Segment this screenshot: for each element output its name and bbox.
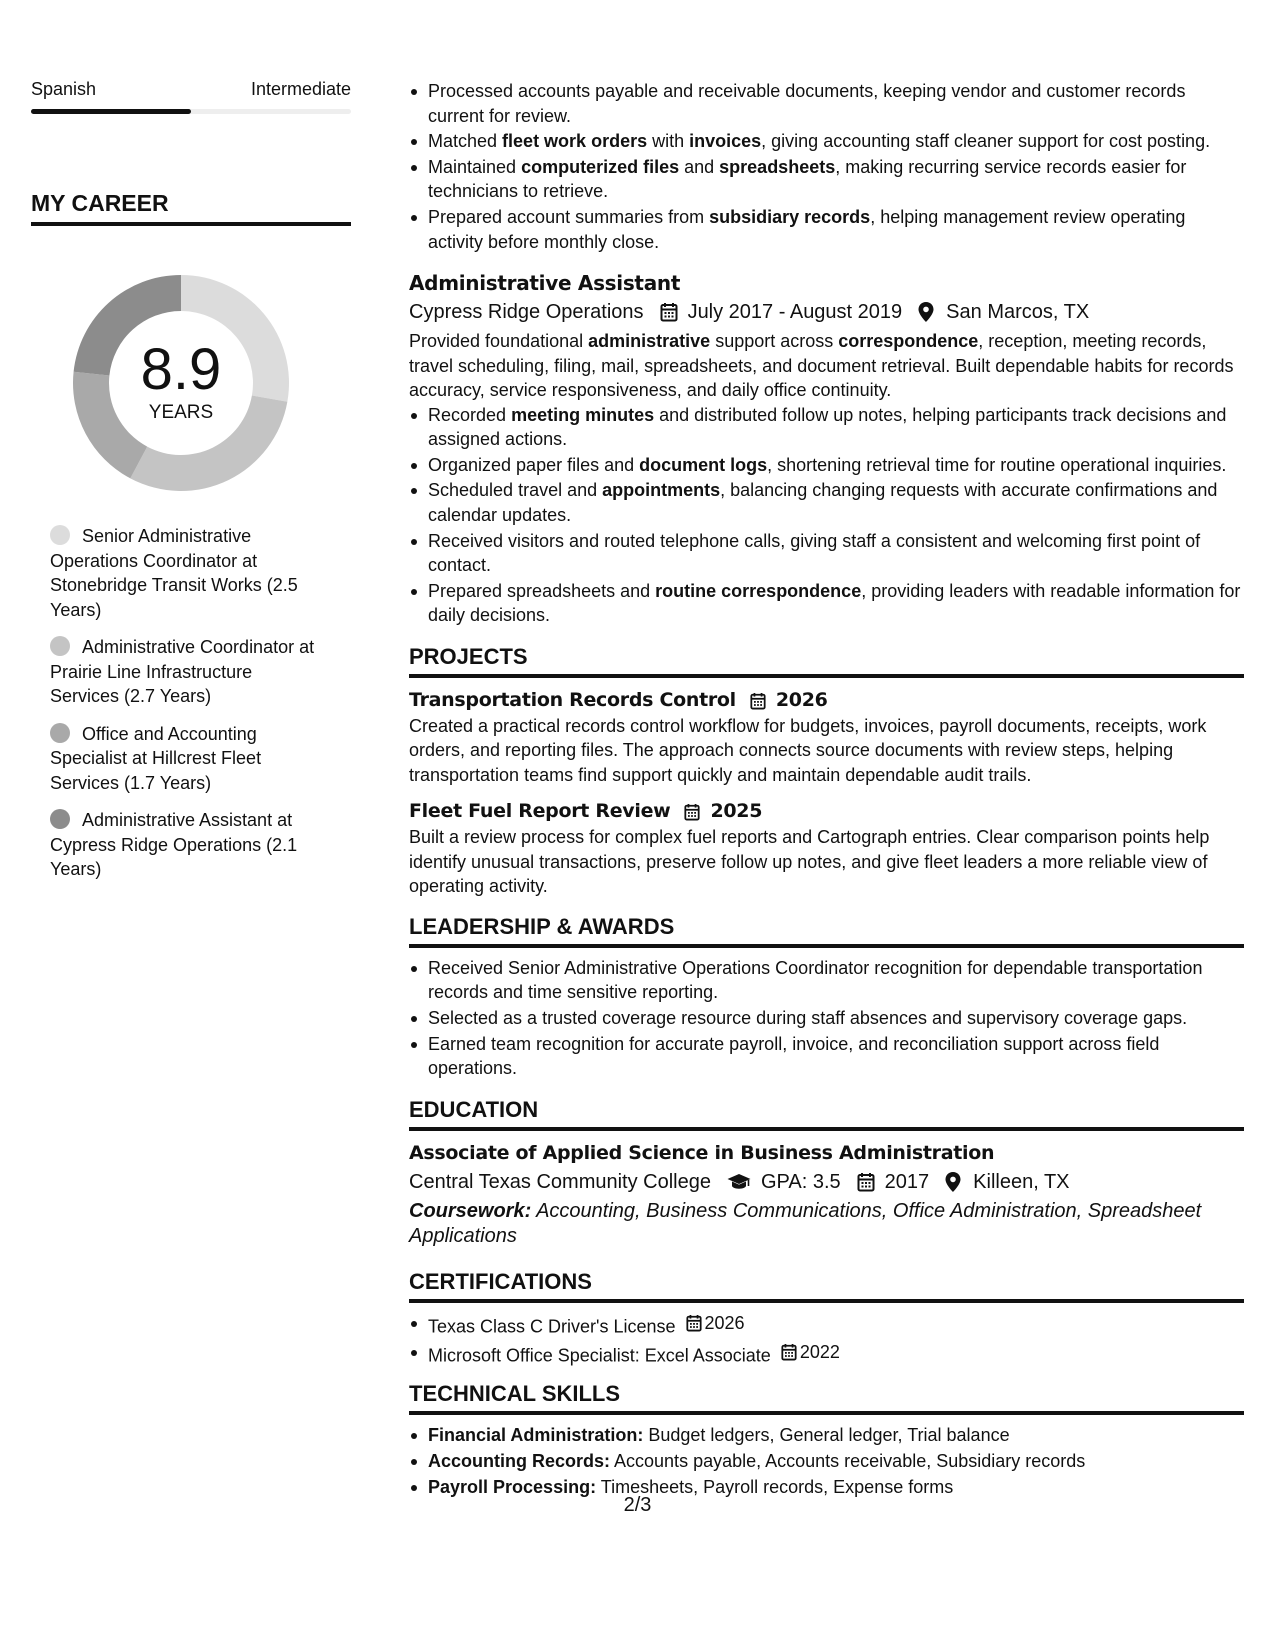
skill-category: Accounting Records: [428, 1451, 611, 1472]
certification-date [686, 1311, 745, 1336]
career-heading: MY CAREER [31, 188, 351, 226]
legend-label: Senior Administrative Operations Coordinator at Stonebridge Transit Works (2.5 Years) [50, 526, 298, 620]
calendar-icon [686, 1314, 702, 1332]
bullet-run: Maintained [428, 156, 522, 177]
summary-run: Provided foundational [409, 331, 589, 352]
project-year: 2026 [775, 688, 828, 711]
bullet-run: invoices [689, 131, 762, 152]
career-legend-item [50, 635, 320, 709]
education-location: Killeen, TX [973, 1170, 1070, 1193]
legend-label: Office and Accounting Specialist at Hillcrest Fleet Services (1.7 Years) [50, 723, 262, 793]
summary-run: , reception, meeting records, travel scheduling, filing, mail, spreadsheets, and document retrieval. Built dependable habits for records accuracy, service responsiveness, and daily office continuity. [409, 331, 1234, 401]
donut-center [66, 268, 296, 498]
location-pin-icon [945, 1172, 963, 1192]
bullet-run: Matched [428, 131, 503, 152]
project-title [409, 686, 1244, 714]
summary-run: administrative [588, 331, 711, 352]
bullet-run: Prepared spreadsheets and [428, 580, 656, 601]
certifications-list [409, 1311, 1244, 1368]
leadership-list [409, 956, 1244, 1081]
language-row [31, 78, 351, 100]
bullet-run: and [679, 156, 720, 177]
bullet-item [409, 453, 1244, 478]
calendar-icon [660, 302, 678, 322]
language-proficiency-fill [31, 109, 191, 114]
bullet-run: , giving accounting staff cleaner support for cost posting. [761, 131, 1211, 152]
legend-dot [50, 636, 70, 656]
bullet-run: fleet work orders [502, 131, 648, 152]
project-description: Built a review process for complex fuel reports and Cartograph entries. Clear comparison points help identify unusual transactions, preserve follow up notes, and give fleet leaders a more reliable view of operating activity. [409, 827, 1210, 897]
job-company: Cypress Ridge Operations [409, 301, 644, 324]
skills-heading: TECHNICAL SKILLS [409, 1380, 1244, 1415]
career-legend-item [50, 722, 320, 796]
language-name: Spanish [31, 79, 97, 99]
location-pin-icon [918, 302, 936, 322]
education-school: Central Texas Community College [409, 1170, 711, 1193]
bullet-run: , shortening retrieval time for routine operational inquiries. [767, 454, 1227, 475]
coursework-list: Accounting, Business Communications, Office Administration, Spreadsheet Applications [409, 1199, 1202, 1247]
bullet-run: Scheduled travel and [428, 480, 603, 501]
bullet-run: subsidiary records [709, 207, 871, 228]
legend-dot [50, 809, 70, 829]
skill-item [409, 1449, 1244, 1474]
bullet-item [409, 129, 1244, 154]
legend-label: Administrative Coordinator at Prairie Line Infrastructure Services (2.7 Years) [50, 637, 315, 706]
bullet-item [409, 403, 1244, 452]
project-description: Created a practical records control workflow for budgets, invoices, payroll documents, receipts, work orders, and reporting files. The approach connects source documents with review steps, helping transportation teams find support quickly and maintain dependable audit trails. [409, 715, 1207, 785]
career-legend-item [50, 808, 320, 882]
certification-year: 2026 [704, 1312, 745, 1333]
bullet-item [409, 205, 1244, 254]
skill-values: Timesheets, Payroll records, Expense forms [596, 1476, 954, 1497]
bullet-run: document logs [639, 454, 768, 475]
legend-label: Administrative Assistant at Cypress Ridge Operations (2.1 Years) [50, 810, 298, 879]
leadership-item: Selected as a trusted coverage resource during staff absences and supervisory coverage gaps. [409, 1006, 1244, 1031]
certification-year: 2022 [799, 1341, 840, 1362]
career-legend-item [50, 524, 320, 622]
summary-run: correspondence [838, 331, 979, 352]
bullet-run: Processed accounts payable and receivable documents, keeping vendor and customer records current for review. [428, 81, 1186, 126]
bullet-run: Organized paper files and [428, 454, 640, 475]
calendar-icon [684, 801, 702, 821]
bullet-run: computerized files [521, 156, 680, 177]
project-year: 2025 [710, 800, 763, 823]
calendar-icon [750, 690, 768, 710]
bullet-run: meeting minutes [511, 404, 655, 425]
leadership-heading: LEADERSHIP & AWARDS [409, 913, 1244, 948]
certification-name: Microsoft Office Specialist: Excel Associate [428, 1344, 771, 1365]
career-total-unit: YEARS [148, 402, 214, 423]
job-summary [409, 329, 1244, 403]
main-content [409, 79, 1244, 1500]
bullet-run: and distributed follow up notes, helping participants track decisions and assigned actions. [428, 404, 1227, 450]
bullet-run: Prepared account summaries from [428, 207, 710, 228]
job-dates: July 2017 - August 2019 [687, 301, 903, 324]
bullet-run: Received visitors and routed telephone calls, giving staff a consistent and welcoming first point of contact. [428, 530, 1201, 576]
graduation-cap-icon [727, 1172, 751, 1192]
bullet-run: , helping management review operating activity before monthly close. [428, 207, 1186, 252]
job-title: Administrative Assistant [409, 271, 681, 296]
coursework-label: Coursework: [409, 1199, 532, 1222]
education-year: 2017 [884, 1170, 930, 1193]
certification-name: Texas Class C Driver's License [428, 1315, 676, 1336]
project-name: Fleet Fuel Report Review [409, 800, 671, 823]
bullet-run: Recorded [428, 404, 512, 425]
education-heading: EDUCATION [409, 1096, 1244, 1131]
language-proficiency-bar [31, 109, 351, 114]
skill-values: Accounts payable, Accounts receivable, Subsidiary records [610, 1451, 1086, 1472]
job-location: San Marcos, TX [946, 301, 1090, 324]
bullet-run: , balancing changing requests with accurate confirmations and calendar updates. [428, 480, 1218, 525]
legend-dot [50, 723, 70, 743]
bullet-run: appointments [602, 480, 721, 501]
bullet-run: with [647, 131, 690, 152]
project-title [409, 797, 1244, 825]
leadership-item: Received Senior Administrative Operations Coordinator recognition for dependable transportation records and time sensitive reporting. [409, 956, 1244, 1005]
certification-item [409, 1311, 1244, 1339]
certification-item [409, 1340, 1244, 1368]
career-legend [31, 524, 351, 882]
bullet-item [409, 478, 1244, 527]
bullet-item [409, 529, 1244, 578]
bullet-item [409, 579, 1244, 628]
projects-heading: PROJECTS [409, 643, 1244, 678]
projects-list [409, 686, 1244, 899]
summary-run: support across [710, 331, 839, 352]
education-coursework [409, 1199, 1244, 1249]
education-meta [409, 1167, 1244, 1197]
sidebar [31, 78, 351, 895]
calendar-icon [857, 1172, 875, 1192]
skills-list [409, 1423, 1244, 1499]
project-name: Transportation Records Control [409, 688, 736, 711]
education-degree: Associate of Applied Science in Business Administration [409, 1141, 995, 1164]
job-bullets [409, 403, 1244, 628]
career-total-value: 8.9 [140, 337, 222, 402]
bullet-item [409, 79, 1244, 128]
bullet-run: , making recurring service records easier for technicians to retrieve. [428, 156, 1187, 202]
bullet-run: routine correspondence [655, 580, 862, 601]
certifications-heading: CERTIFICATIONS [409, 1268, 1244, 1303]
bullet-item [409, 155, 1244, 204]
skill-category: Payroll Processing: [428, 1476, 597, 1497]
education-gpa: GPA: 3.5 [760, 1170, 841, 1193]
language-level: Intermediate [250, 79, 351, 99]
page-number: 2/3 [623, 1494, 652, 1516]
skill-category: Financial Administration: [428, 1425, 644, 1446]
skill-item [409, 1423, 1244, 1448]
career-donut-chart [66, 268, 296, 498]
bullet-run: , providing leaders with readable information for daily decisions. [428, 580, 1241, 626]
bullet-run: spreadsheets [719, 156, 836, 177]
previous-job-bullets [409, 79, 1244, 254]
certification-date [781, 1340, 840, 1365]
job-meta [409, 297, 1244, 327]
calendar-icon [781, 1343, 797, 1361]
skill-values: Budget ledgers, General ledger, Trial balance [643, 1425, 1010, 1446]
legend-dot [50, 525, 70, 545]
leadership-item: Earned team recognition for accurate payroll, invoice, and reconciliation support across field operations. [409, 1032, 1244, 1081]
